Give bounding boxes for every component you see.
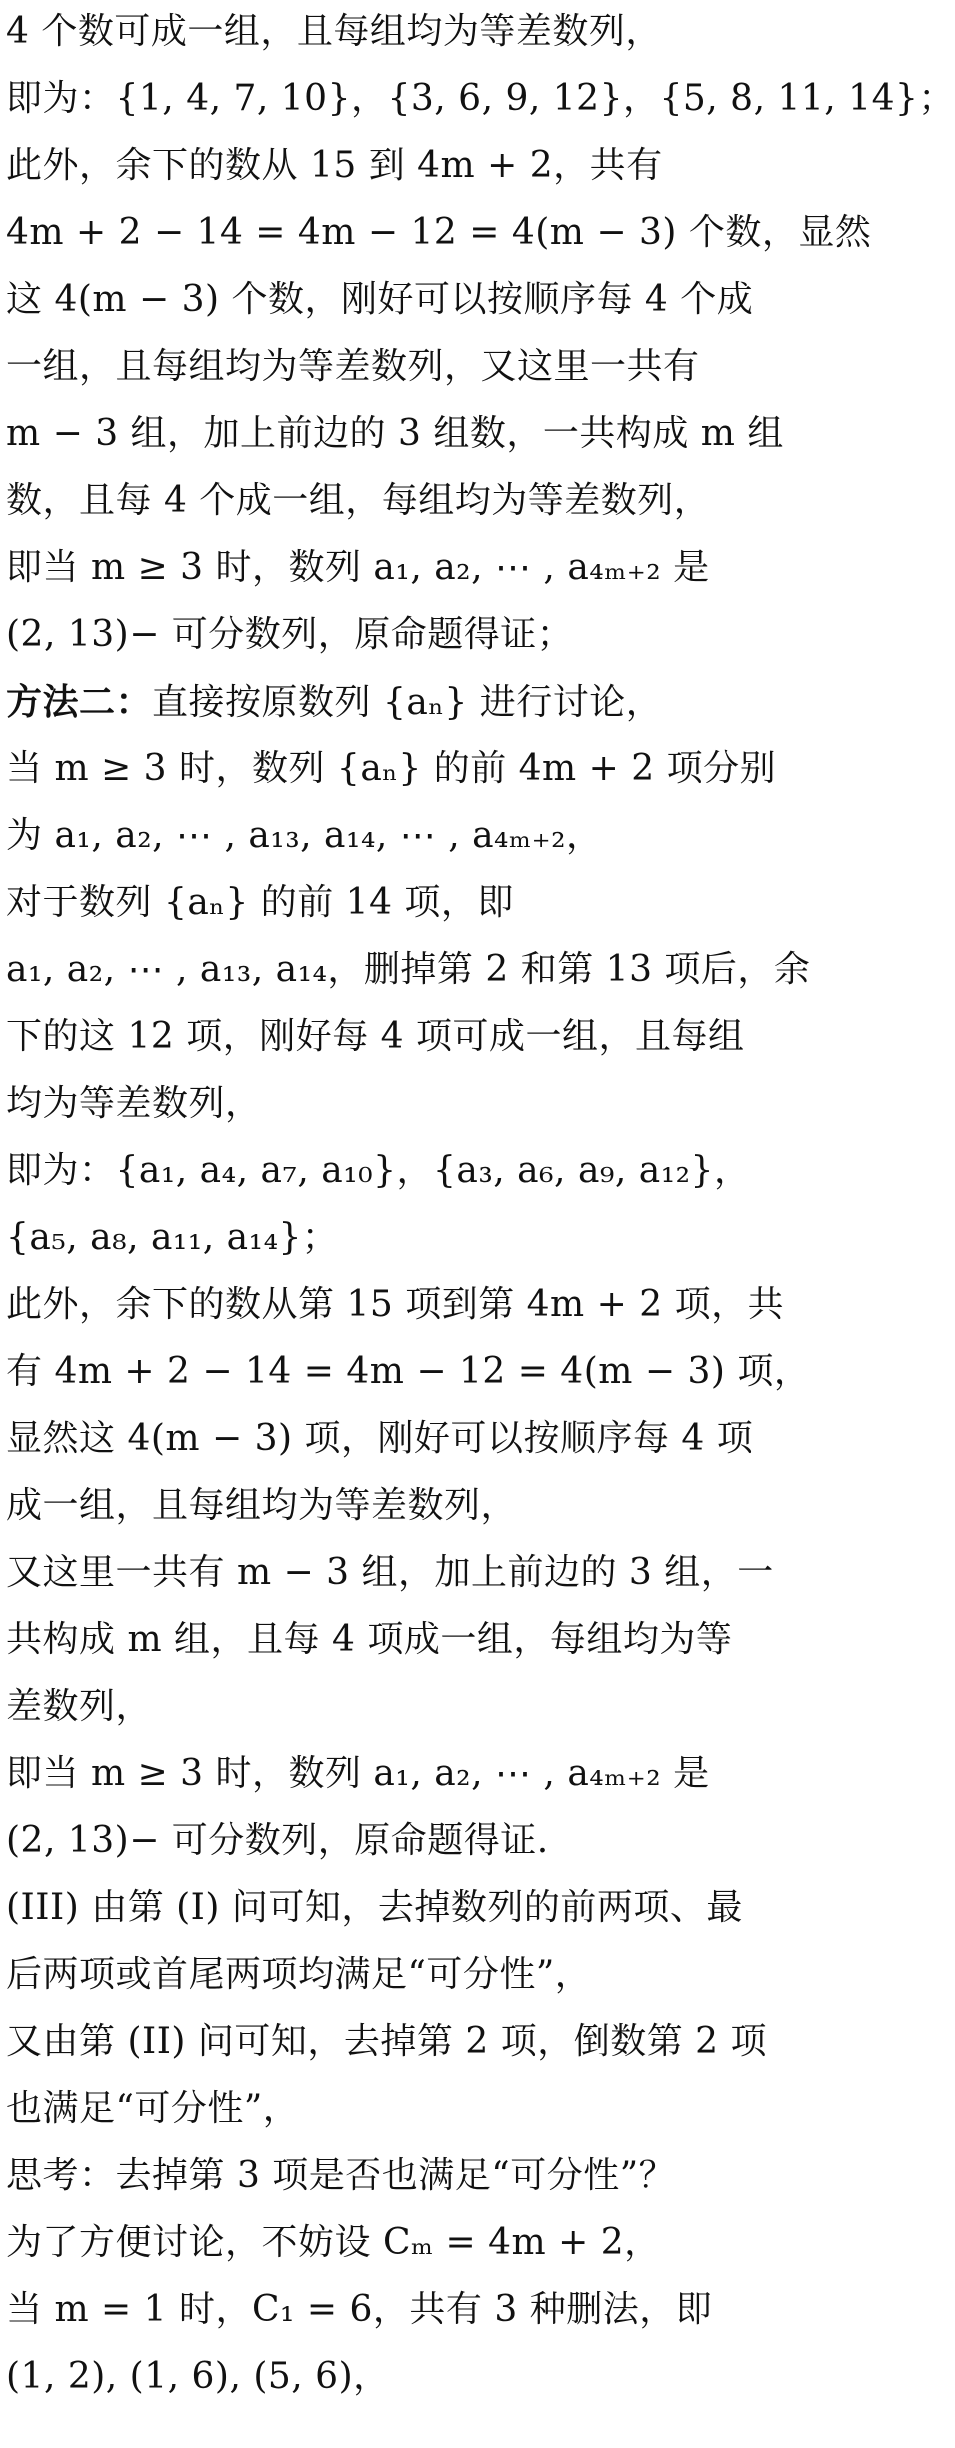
- text-line: 成一组，且每组均为等差数列，: [6, 1485, 518, 1526]
- text-line: 这 4(m − 3) 个数，刚好可以按顺序每 4 个成: [6, 279, 754, 320]
- text-line: 也满足“可分性”，: [6, 2088, 300, 2129]
- text-line: 为 a₁, a₂, ⋯ , a₁₃, a₁₄, ⋯ , a₄ₘ₊₂，: [6, 815, 603, 856]
- text-line: 4 个数可成一组，且每组均为等差数列，: [6, 11, 662, 52]
- text-line: (III) 由第 (I) 问可知，去掉数列的前两项、最: [6, 1887, 743, 1928]
- method-two-line: [6, 670, 852, 734]
- text-line: 共构成 m 组，且每 4 项成一组，每组均为等: [6, 1619, 733, 1660]
- text-line: 有 4m + 2 − 14 = 4m − 12 = 4(m − 3) 项，: [6, 1351, 811, 1392]
- text-line: 此外，余下的数从 15 到 4m + 2，共有: [6, 145, 663, 186]
- text-line: 即为：{a₁, a₄, a₇, a₁₀}，{a₃, a₆, a₉, a₁₂}，: [6, 1150, 751, 1191]
- text-line: 当 m ≥ 3 时，数列 {aₙ} 的前 4m + 2 项分别: [6, 748, 777, 789]
- method-two-label: 方法二：: [6, 681, 153, 723]
- text-line: 对于数列 {aₙ} 的前 14 项，即: [6, 882, 514, 923]
- text-line: 一组，且每组均为等差数列，又这里一共有: [6, 346, 700, 387]
- text-line: 显然这 4(m − 3) 项，刚好可以按顺序每 4 项: [6, 1418, 754, 1459]
- text-line: 又由第 (II) 问可知，去掉第 2 项，倒数第 2 项: [6, 2021, 768, 2062]
- text-line: 差数列，: [6, 1686, 153, 1727]
- method-two-text: 直接按原数列 {aₙ} 进行讨论，: [152, 682, 663, 723]
- text-line: 4m + 2 − 14 = 4m − 12 = 4(m − 3) 个数，显然: [6, 212, 872, 253]
- text-line: 为了方便讨论，不妨设 Cₘ = 4m + 2，: [6, 2222, 661, 2263]
- text-line: 数，且每 4 个成一组，每组均为等差数列，: [6, 480, 711, 521]
- text-line: 思考：去掉第 3 项是否也满足“可分性”？: [6, 2155, 676, 2196]
- text-line: 即当 m ≥ 3 时，数列 a₁, a₂, ⋯ , a₄ₘ₊₂ 是: [6, 547, 710, 588]
- text-line: m − 3 组，加上前边的 3 组数，一共构成 m 组: [6, 413, 784, 454]
- text-line: 即为：{1, 4, 7, 10}，{3, 6, 9, 12}，{5, 8, 11, 14}；: [6, 78, 955, 119]
- text-line: 此外，余下的数从第 15 项到第 4m + 2 项，共: [6, 1284, 785, 1325]
- text-line: (2, 13)− 可分数列，原命题得证；: [6, 614, 574, 655]
- text-line: a₁, a₂, ⋯ , a₁₃, a₁₄，删掉第 2 和第 13 项后，余: [6, 949, 811, 990]
- text-line: 又这里一共有 m − 3 组，加上前边的 3 组，一: [6, 1552, 774, 1593]
- text-line: (2, 13)− 可分数列，原命题得证.: [6, 1820, 549, 1861]
- text-line: 均为等差数列，: [6, 1083, 262, 1124]
- text-line: 即当 m ≥ 3 时，数列 a₁, a₂, ⋯ , a₄ₘ₊₂ 是: [6, 1753, 710, 1794]
- text-line: (1, 2), (1, 6), (5, 6)，: [6, 2356, 390, 2397]
- text-line: {a₅, a₈, a₁₁, a₁₄}；: [6, 1217, 339, 1258]
- text-line: 后两项或首尾两项均满足“可分性”，: [6, 1954, 592, 1995]
- text-line: 当 m = 1 时，C₁ = 6，共有 3 种删法，即: [6, 2289, 713, 2330]
- text-line: 下的这 12 项，刚好每 4 项可成一组，且每组: [6, 1016, 745, 1057]
